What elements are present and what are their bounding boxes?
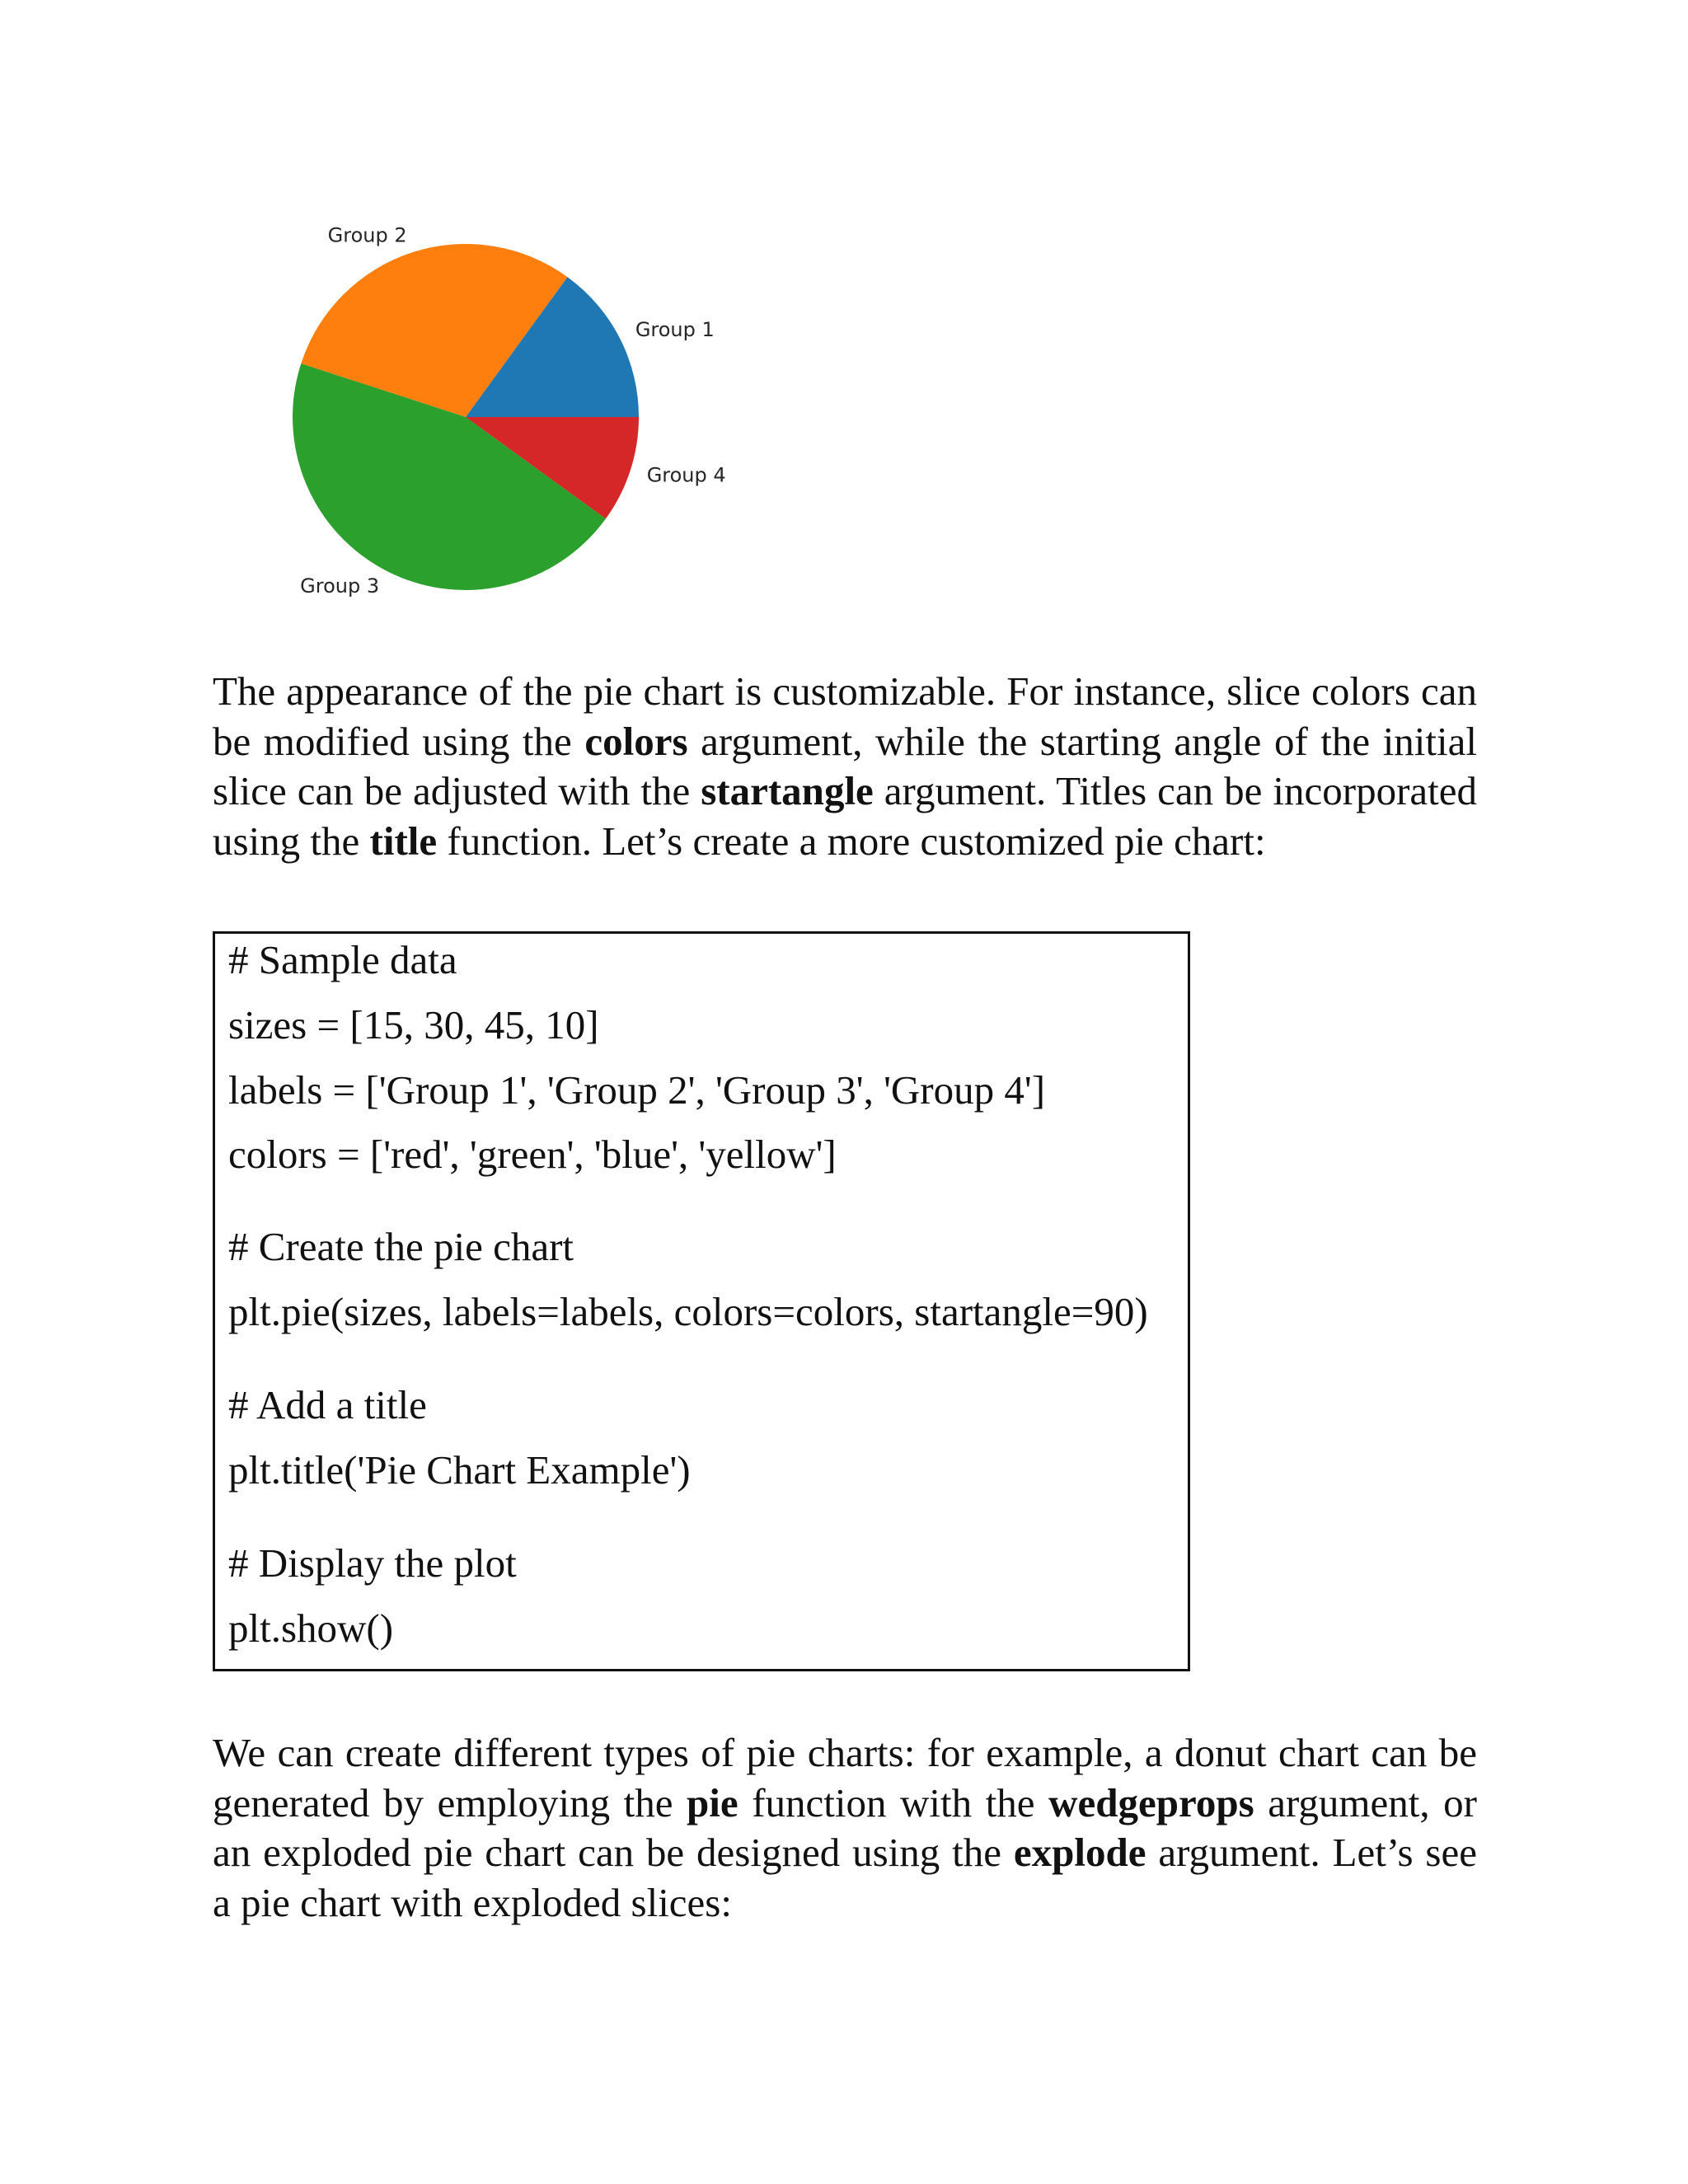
code-line-plt-show: plt.show() <box>228 1605 394 1651</box>
paragraph-2-text-c: argument, or an exploded pie chart can be designed using the <box>213 1779 1477 1875</box>
pie-label-1: Group 1 <box>635 318 715 342</box>
keyword-wedgeprops: wedgeprops <box>1048 1779 1254 1825</box>
keyword-pie: pie <box>687 1779 738 1825</box>
code-line-sizes: sizes = [15, 30, 45, 10] <box>228 1002 599 1047</box>
paragraph-1-text-d: function. Let’s create a more customized pie chart: <box>437 818 1266 864</box>
keyword-title: title <box>369 818 438 864</box>
pie-chart <box>280 214 742 610</box>
code-line-comment-sample-data: # Sample data <box>228 937 457 982</box>
code-block <box>213 931 1190 1671</box>
pie-label-2: Group 2 <box>327 223 407 247</box>
code-line-colors: colors = ['red', 'green', 'blue', 'yellow'] <box>228 1132 837 1177</box>
paragraph-2-text-d: argument. Let’s see a pie chart with exploded slices: <box>213 1830 1477 1925</box>
code-line-plt-pie: plt.pie(sizes, labels=labels, colors=colors, startangle=90) <box>228 1289 1148 1334</box>
paragraph-1-text-c: argument. Titles can be incorporated using the <box>213 768 1477 864</box>
keyword-startangle: startangle <box>701 768 874 813</box>
code-line-labels: labels = ['Group 1', 'Group 2', 'Group 3', 'Group 4'] <box>228 1067 1046 1113</box>
keyword-explode: explode <box>1013 1830 1146 1875</box>
paragraph-2-text-b: function with the <box>738 1779 1049 1825</box>
paragraph-pie-customization <box>213 667 1477 866</box>
pie-slices <box>293 244 639 590</box>
code-line-comment-add-title: # Add a title <box>228 1382 427 1427</box>
pie-label-4: Group 4 <box>646 463 726 487</box>
code-line-plt-title: plt.title('Pie Chart Example') <box>228 1447 691 1493</box>
paragraph-1-text-b: argument, while the starting angle of the initial slice can be adjusted with the <box>213 718 1478 813</box>
code-line-comment-display: # Display the plot <box>228 1540 517 1586</box>
pie-label-3: Group 3 <box>300 574 380 598</box>
paragraph-1-text-a: The appearance of the pie chart is customizable. For instance, slice colors can be modified using the <box>213 668 1477 764</box>
paragraph-2-text-a: We can create different types of pie charts: for example, a donut chart can be generated by employing the <box>213 1730 1477 1825</box>
keyword-colors: colors <box>584 718 688 764</box>
paragraph-pie-types <box>213 1728 1477 1928</box>
code-line-comment-create-pie: # Create the pie chart <box>228 1224 574 1269</box>
